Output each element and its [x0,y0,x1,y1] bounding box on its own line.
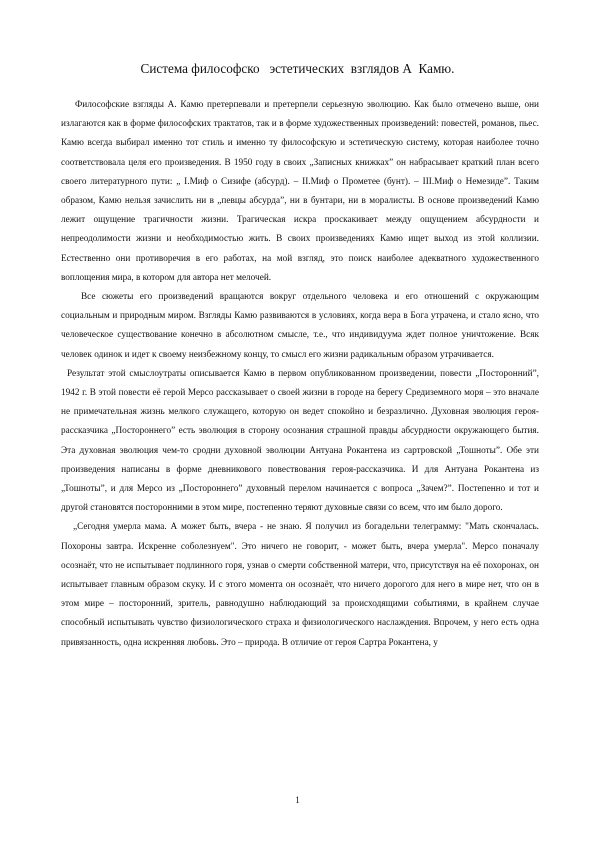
document-body [61,96,539,653]
page-number: 1 [295,795,300,805]
document-title: Система философско эстетических взглядов А Камю. [140,61,455,76]
paragraph-2: Все сюжеты его произведений вращаются вокруг отдельного человека и его отношений с окружающим социальным и природным миром. Взгляды Камю развиваются в условиях, когда вера в Бога утрачена, и стало ясно, что человеческое существование конечно в абсолютном смысле, т.е., что индивидуума ждет полное уничтожение. Всяк человек одинок и идет к своему неизбежному концу, то смысл его жизни радикальным образом утрачивается. [61,292,539,360]
paragraph-3: Результат этой смыслоутраты описывается Камю в первом опубликованном произведении, повести „Посторонний”, 1942 г. В этой повести её герой Мерсо рассказывает о своей жизни в городе на берегу Средиземного моря – это вначале не примечательная жизнь мелкого служащего, которую он ведет спокойно и безразлично. Духовная эволюция героя-рассказчика „Постороннего” есть эволюция в сторону осознания страшной правды абсурдности окружающего бытия. Эта духовная эволюция чем-то сродни духовной эволюции Антуана Рокантена из сартровской „Тошноты”. Обе эти произведения написаны в форме дневникового повествования героя-рассказчика. И для Антуана Рокантена из „Тошноты”, и для Мерсо из „Постороннего” духовный перелом начинается с вопроса „Зачем?”. Постепенно и тот и другой становятся посторонними в этом мире, постепенно теряют духовные связи со всем, что им было дорого. [61,368,539,514]
paragraph-4: „Сегодня умерла мама. А может быть, вчера - не знаю. Я получил из богадельни телеграмму: "Мать скончалась. Похороны завтра. Искренне соболезнуем". Это ничего не говорит, - может быть, вчера умерла". Мерсо поначалу осознаёт, что не испытывает подлинного горя, узнав о смерти собственной матери, что, присутствуя на её похоронах, он испытывает главным образом скуку. И с этого момента он осознаёт, что ничего дорогого для него в мире нет, что он в этом мире – посторонний, зритель, равнодушно наблюдающий за происходящими событиями, в крайнем случае способный испытывать чувство физиологического страха и физиологического наслаждения. Впрочем, у него есть одна привязанность, одна искренняя любовь. Это – природа. В отличие от героя Сартра Рокантена, у [61,522,539,648]
paragraph-1: Философские взгляды А. Камю претерпевали и претерпели серьезную эволюцию. Как было отмечено выше, они излагаются как в форме философских трактатов, так и в форме художественных произведений: повестей, романов, пьес. Камю всегда выбирал именно тот стиль и именно ту философскую и эстетическую систему, которая наиболее точно соответствовала целя его произведения. В 1950 году в своих „Записных книжках” он набрасывает краткий план всего своего литературного пути: „ I.Миф о Сизифе (абсурд). – II.Миф о Прометее (бунт). – III.Миф о Немезиде”. Таким образом, Камю нельзя зачислить ни в „певцы абсурда”, ни в бунтари, ни в моралисты. В основе произведений Камю лежит ощущение трагичности жизни. Трагическая искра проскакивает между ощущением абсурдности и непреодолимости жизни и необходимостью жить. В своих произведениях Камю ищет выход из этой коллизии. Естественно они противоречия в его работах, на мой взгляд, это поиск наиболее адекватного художественного воплощения мира, в котором для автора нет мелочей. [61,100,539,283]
